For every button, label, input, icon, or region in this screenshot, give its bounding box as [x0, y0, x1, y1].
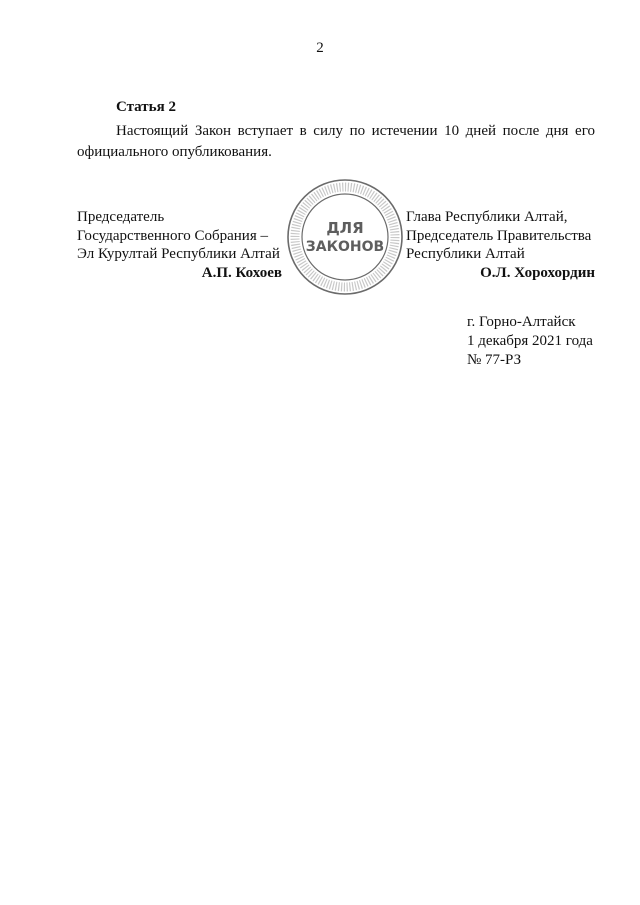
issue-place: г. Горно-Алтайск [467, 314, 576, 330]
article-body: Настоящий Закон вступает в силу по истечении 10 дней после дня его официального опубликования. [77, 123, 595, 160]
article-heading: Статья 2 [116, 99, 176, 115]
signature-right-title-line: Республики Алтай [406, 246, 525, 262]
signature-right-title-line: Председатель Правительства [406, 227, 592, 244]
signature-right-title-line: Глава Республики Алтай, [406, 209, 568, 225]
official-seal-stamp [286, 178, 404, 296]
issue-details [467, 313, 593, 370]
signature-left-title-line: Эл Курултай Республики Алтай [77, 246, 280, 262]
stamp-inner-ring [302, 194, 388, 280]
signature-right-signer: О.Л. Хорохордин [480, 264, 595, 281]
signature-left-signer: А.П. Кохоев [201, 264, 282, 281]
stamp-outer-ring [288, 180, 402, 294]
signature-left-title-line: Председатель [77, 209, 165, 225]
stamp-text-line1: ДЛЯ [326, 219, 364, 237]
stamp-text-line2: ЗАКОНОВ [305, 239, 385, 255]
signature-right [406, 208, 595, 282]
law-number: № 77-РЗ [467, 352, 522, 368]
signature-left-title-line: Государственного Собрания – [77, 227, 268, 244]
stamp-text-ring [295, 187, 395, 287]
issue-date: 1 декабря 2021 года [467, 333, 593, 349]
signature-left [77, 208, 282, 282]
page-number: 2 [316, 40, 324, 56]
